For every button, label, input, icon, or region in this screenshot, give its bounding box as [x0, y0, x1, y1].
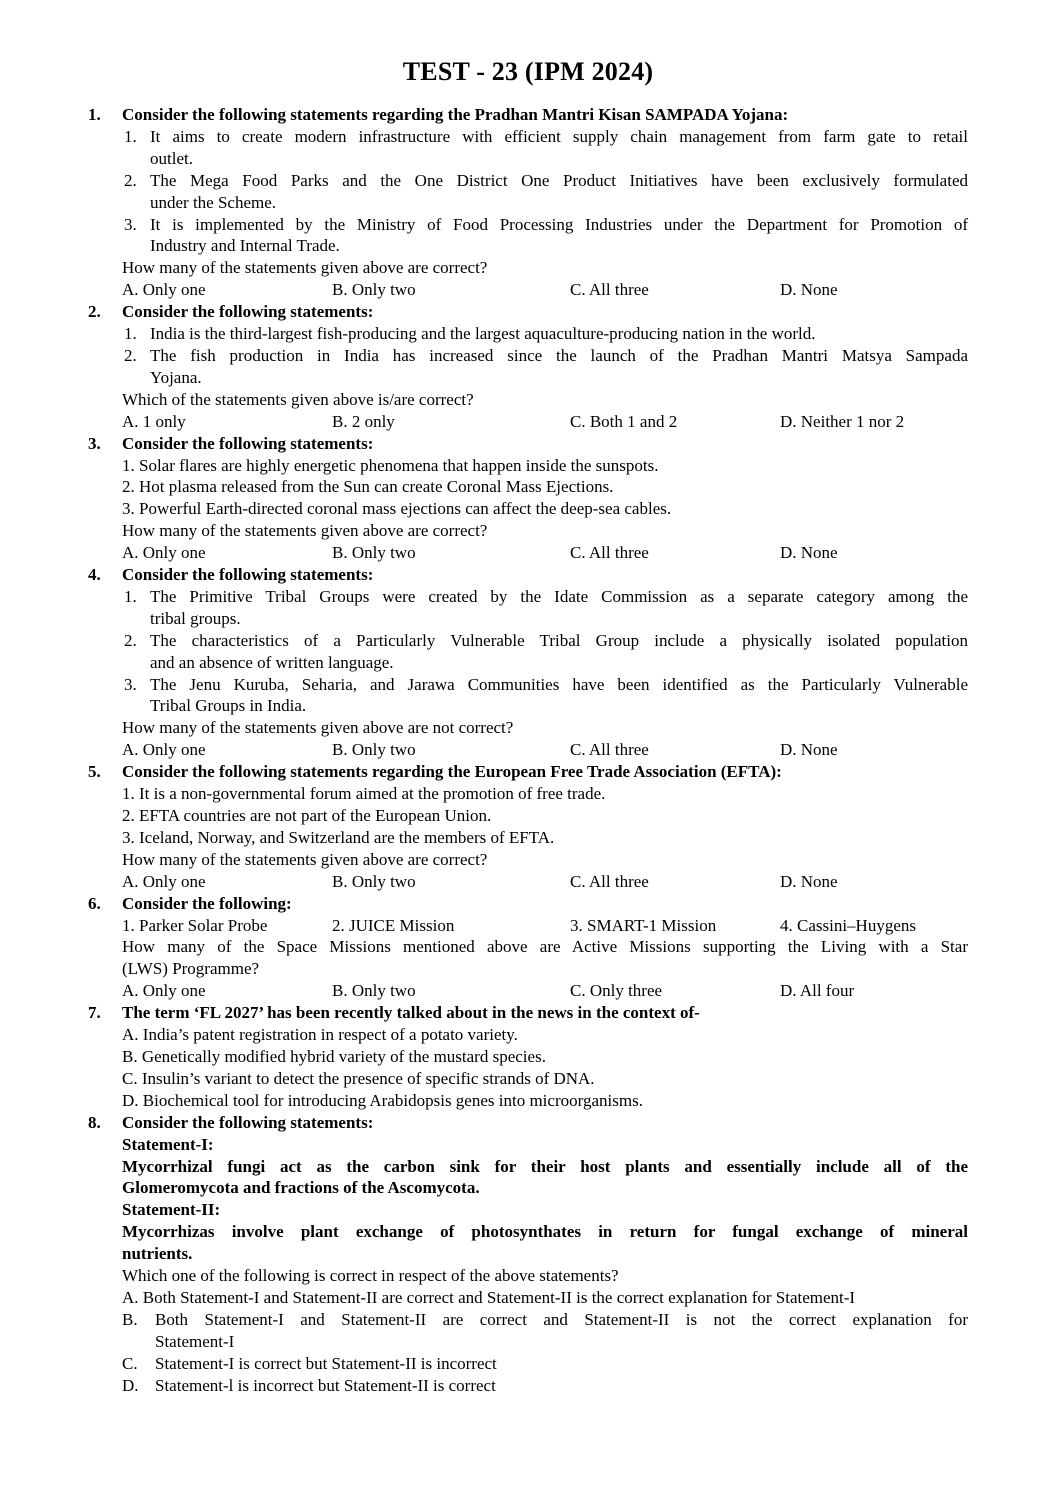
option-body	[155, 1375, 968, 1397]
question-number: 7.	[88, 1003, 101, 1023]
statement-body	[150, 126, 968, 170]
statement-number: 2.	[124, 345, 137, 365]
options-row	[122, 279, 968, 301]
option-cell: D. None	[780, 871, 838, 891]
option-letter: B.	[122, 1309, 138, 1329]
text-line: 3. Powerful Earth-directed coronal mass ejections can affect the deep-sea cables.	[122, 499, 672, 519]
statement-body	[150, 214, 968, 258]
option-cell: A. Only one	[122, 981, 206, 1001]
option-item	[122, 1353, 968, 1375]
statement-number: 2.	[124, 170, 137, 190]
statement-text: Statement-II:	[122, 1200, 221, 1220]
question-body	[122, 761, 968, 892]
option-item	[122, 1309, 968, 1353]
question-body	[122, 1002, 968, 1112]
option-cell: B. Only two	[332, 280, 416, 300]
question-heading: Consider the following statements:	[122, 565, 374, 585]
question-8	[88, 1112, 968, 1397]
options-row	[122, 980, 968, 1002]
text-line: The Jenu Kuruba, Seharia, and Jarawa Communities have been identified as the Particularly Vulnerable	[150, 674, 968, 694]
statement-number: 1.	[124, 586, 137, 606]
statement-item	[122, 214, 968, 258]
page-title: TEST - 23 (IPM 2024)	[402, 57, 654, 86]
text-line: and an absence of written language.	[150, 652, 394, 672]
option-body	[155, 1353, 968, 1375]
text-line: tribal groups.	[150, 608, 241, 628]
question-7	[88, 1002, 968, 1112]
text-line: Yojana.	[150, 367, 202, 387]
option-cell: 3. SMART-1 Mission	[570, 915, 717, 935]
text-line: outlet.	[150, 148, 193, 168]
question-body	[122, 893, 968, 1003]
question-5	[88, 761, 968, 892]
option-cell: B. Only two	[332, 981, 416, 1001]
option-cell: C. Both 1 and 2	[570, 411, 678, 431]
options-row	[122, 411, 968, 433]
text-line: 1. It is a non-governmental forum aimed at the promotion of free trade.	[122, 784, 606, 804]
text-line: A. India’s patent registration in respect of a potato variety.	[122, 1025, 518, 1045]
text-line: The characteristics of a Particularly Vulnerable Tribal Group include a physically isolated population	[150, 630, 968, 650]
text-line: 2. EFTA countries are not part of the European Union.	[122, 806, 492, 825]
question-4	[88, 564, 968, 761]
question-heading: Consider the following:	[122, 893, 292, 913]
text-line: India is the third-largest fish-producing and the largest aquaculture-producing nation in the world.	[150, 324, 816, 344]
option-cell: D. None	[780, 740, 838, 760]
statement-text: Mycorrhizal fungi act as the carbon sink for their host plants and essentially include all of the	[122, 1156, 968, 1176]
options-row	[122, 871, 968, 893]
text-line: How many of the Space Missions mentioned above are Active Missions supporting the Living with a Star	[122, 937, 968, 957]
text-line: Industry and Internal Trade.	[150, 236, 340, 256]
option-cell: B. Only two	[332, 543, 416, 563]
option-cell: C. All three	[570, 871, 649, 891]
question-heading: Consider the following statements:	[122, 433, 374, 453]
question-number: 6.	[88, 893, 101, 913]
option-cell: B. Only two	[332, 740, 416, 760]
statement-text: Glomeromycota and fractions of the Ascomycota.	[122, 1178, 480, 1198]
text-line: Statement-I is correct but Statement-II is incorrect	[155, 1353, 497, 1373]
option-cell: B. Only two	[332, 871, 416, 891]
option-cell: C. All three	[570, 280, 649, 300]
text-line: The Mega Food Parks and the One District One Product Initiatives have been exclusively formulated	[150, 170, 968, 190]
text-line: Both Statement-I and Statement-II are correct and Statement-II is not the correct explanation for	[155, 1309, 968, 1329]
statement-number: 1.	[124, 324, 137, 344]
text-line: The Primitive Tribal Groups were created by the Idate Commission as a separate category among the	[150, 586, 968, 606]
option-cell: D. None	[780, 280, 838, 300]
option-cell: C. All three	[570, 543, 649, 563]
statement-item	[122, 630, 968, 674]
text-line: Statement-I	[155, 1331, 235, 1351]
statement-item	[122, 126, 968, 170]
option-cell: 4. Cassini–Huygens	[780, 915, 916, 935]
statement-body	[150, 170, 968, 214]
question-2	[88, 301, 968, 432]
question-3	[88, 433, 968, 564]
text-line: B. Genetically modified hybrid variety of the mustard species.	[122, 1046, 546, 1066]
text-line: The fish production in India has increased since the launch of the Pradhan Mantri Matsya Sampada	[150, 345, 968, 365]
text-line: 2. Hot plasma released from the Sun can create Coronal Mass Ejections.	[122, 477, 614, 497]
question-1	[88, 104, 968, 301]
text-line: How many of the statements given above are not correct?	[122, 718, 514, 738]
options-row	[122, 739, 968, 761]
statement-item	[122, 586, 968, 630]
question-heading: The term ‘FL 2027’ has been recently talked about in the news in the context of-	[122, 1003, 700, 1023]
question-body	[122, 1112, 968, 1397]
text-line: It is implemented by the Ministry of Food Processing Industries under the Department for Promotion of	[150, 214, 968, 234]
text-line: C. Insulin’s variant to detect the presence of specific strands of DNA.	[122, 1068, 595, 1088]
option-cell: A. 1 only	[122, 411, 186, 431]
text-line: 1. Solar flares are highly energetic phenomena that happen inside the sunspots.	[122, 455, 659, 475]
question-number: 3.	[88, 433, 101, 453]
question-number: 2.	[88, 302, 101, 322]
question-heading: Consider the following statements regarding the Pradhan Mantri Kisan SAMPADA Yojana:	[122, 105, 789, 124]
question-number: 1.	[88, 105, 101, 124]
options-row	[122, 542, 968, 564]
text-line: How many of the statements given above are correct?	[122, 521, 488, 541]
option-cell: D. None	[780, 543, 838, 563]
question-body	[122, 564, 968, 761]
statement-number: 1.	[124, 126, 137, 146]
option-cell: C. Only three	[570, 981, 663, 1001]
question-number: 4.	[88, 565, 101, 585]
option-cell: 1. Parker Solar Probe	[122, 915, 268, 935]
statement-body	[150, 674, 968, 718]
statement-text: Statement-I:	[122, 1134, 214, 1154]
option-cell: A. Only one	[122, 543, 206, 563]
question-number: 8.	[88, 1112, 101, 1132]
question-heading: Consider the following statements:	[122, 1112, 374, 1132]
statement-item	[122, 170, 968, 214]
option-cell: A. Only one	[122, 280, 206, 300]
text-line: Tribal Groups in India.	[150, 696, 307, 716]
statement-body	[150, 323, 968, 345]
statement-number: 2.	[124, 630, 137, 650]
text-line: D. Biochemical tool for introducing Arabidopsis genes into microorganisms.	[122, 1090, 643, 1110]
text-line: Which of the statements given above is/are correct?	[122, 389, 474, 409]
text-line: How many of the statements given above are correct?	[122, 258, 488, 278]
option-cell: A. Only one	[122, 740, 206, 760]
questions	[88, 104, 968, 1396]
statement-item	[122, 674, 968, 718]
question-heading: Consider the following statements:	[122, 302, 374, 322]
option-cell: 2. JUICE Mission	[332, 915, 455, 935]
option-cell: C. All three	[570, 740, 649, 760]
option-cell: D. All four	[780, 981, 855, 1001]
text-line: under the Scheme.	[150, 192, 277, 212]
statement-body	[150, 586, 968, 630]
statement-number: 3.	[124, 674, 137, 694]
text-line: Statement-l is incorrect but Statement-II is correct	[155, 1375, 496, 1395]
question-6	[88, 893, 968, 1003]
question-body	[122, 301, 968, 432]
statement-text: Mycorrhizas involve plant exchange of photosynthates in return for fungal exchange of mineral	[122, 1222, 968, 1242]
statement-item	[122, 323, 968, 345]
option-item	[122, 1375, 968, 1397]
question-body	[122, 433, 968, 564]
option-body	[155, 1309, 968, 1353]
question-number: 5.	[88, 762, 101, 782]
text-line: (LWS) Programme?	[122, 959, 260, 979]
option-letter: C.	[122, 1353, 138, 1373]
option-letter: D.	[122, 1375, 139, 1395]
text-line: It aims to create modern infrastructure with efficient supply chain management from farm gate to retail	[150, 126, 968, 146]
option-cell: B. 2 only	[332, 411, 395, 431]
text-line: Which one of the following is correct in respect of the above statements?	[122, 1266, 619, 1286]
text-line: How many of the statements given above are correct?	[122, 849, 488, 869]
question-body	[122, 104, 968, 301]
statement-body	[150, 630, 968, 674]
option-cell: A. Only one	[122, 871, 206, 891]
text-line: A. Both Statement-I and Statement-II are correct and Statement-II is the correct explanation for Statement-I	[122, 1287, 856, 1307]
options-row	[122, 915, 968, 937]
statement-number: 3.	[124, 214, 137, 234]
statement-text: nutrients.	[122, 1244, 193, 1264]
option-cell: D. Neither 1 nor 2	[780, 411, 905, 431]
text-line: 3. Iceland, Norway, and Switzerland are the members of EFTA.	[122, 827, 555, 847]
question-heading: Consider the following statements regarding the European Free Trade Association (EFTA):	[122, 762, 782, 782]
statement-item	[122, 345, 968, 389]
statement-body	[150, 345, 968, 389]
